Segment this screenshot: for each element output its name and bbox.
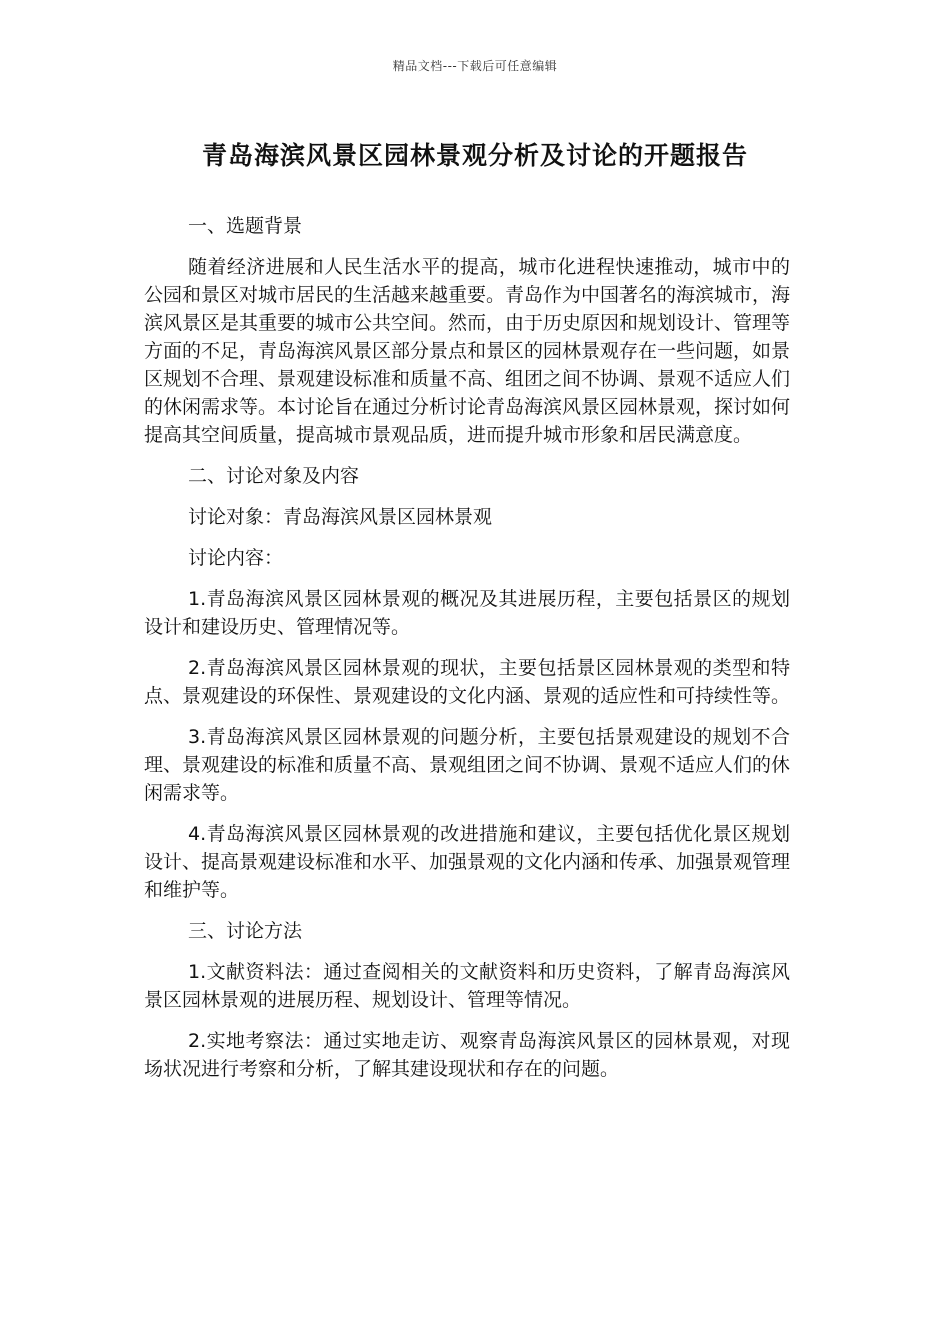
list-item-method-1: 1.文献资料法：通过查阅相关的文献资料和历史资料，了解青岛海滨风景区园林景观的进展历程、规划设计、管理等情况。: [144, 961, 790, 1011]
paragraph-background: 随着经济进展和人民生活水平的提高，城市化进程快速推动，城市中的公园和景区对城市居民的生活越来越重要。青岛作为中国著名的海滨城市，海滨风景区是其重要的城市公共空间。然而，由于历史原因和规划设计、管理等方面的不足，青岛海滨风景区部分景点和景区的园林景观存在一些问题，如景区规划不合理、景观建设标准和质量不高、组团之间不协调、景观不适应人们的休闲需求等。本讨论旨在通过分析讨论青岛海滨风景区园林景观，探讨如何提高其空间质量，提高城市景观品质，进而提升城市形象和居民满意度。: [144, 256, 791, 446]
list-item-content-3: 3.青岛海滨风景区园林景观的问题分析，主要包括景观建设的规划不合理、景观建设的标准和质量不高、景观组团之间不协调、景观不适应人们的休闲需求等。: [144, 726, 791, 804]
paragraph-content-label: 讨论内容：: [188, 547, 284, 569]
section-heading-background: 一、选题背景: [188, 215, 303, 237]
list-item-content-4: 4.青岛海滨风景区园林景观的改进措施和建议，主要包括优化景区规划设计、提高景观建设标准和水平、加强景观的文化内涵和传承、加强景观管理和维护等。: [144, 823, 791, 901]
document-body: [144, 212, 790, 1096]
list-item-content-2: 2.青岛海滨风景区园林景观的现状，主要包括景区园林景观的类型和特点、景观建设的环保性、景观建设的文化内涵、景观的适应性和可持续性等。: [144, 657, 791, 707]
document-title: 青岛海滨风景区园林景观分析及讨论的开题报告: [201, 141, 748, 170]
header-note: 精品文档---下载后可任意编辑: [392, 59, 558, 73]
list-item-method-2: 2.实地考察法：通过实地走访、观察青岛海滨风景区的园林景观，对现场状况进行考察和分析，了解其建设现状和存在的问题。: [144, 1030, 790, 1080]
section-heading-methods: 三、讨论方法: [188, 920, 303, 942]
list-item-content-1: 1.青岛海滨风景区园林景观的概况及其进展历程，主要包括景区的规划设计和建设历史、管理情况等。: [144, 588, 790, 638]
section-heading-object-content: 二、讨论对象及内容: [188, 465, 360, 487]
paragraph-object: 讨论对象：青岛海滨风景区园林景观: [188, 506, 493, 528]
